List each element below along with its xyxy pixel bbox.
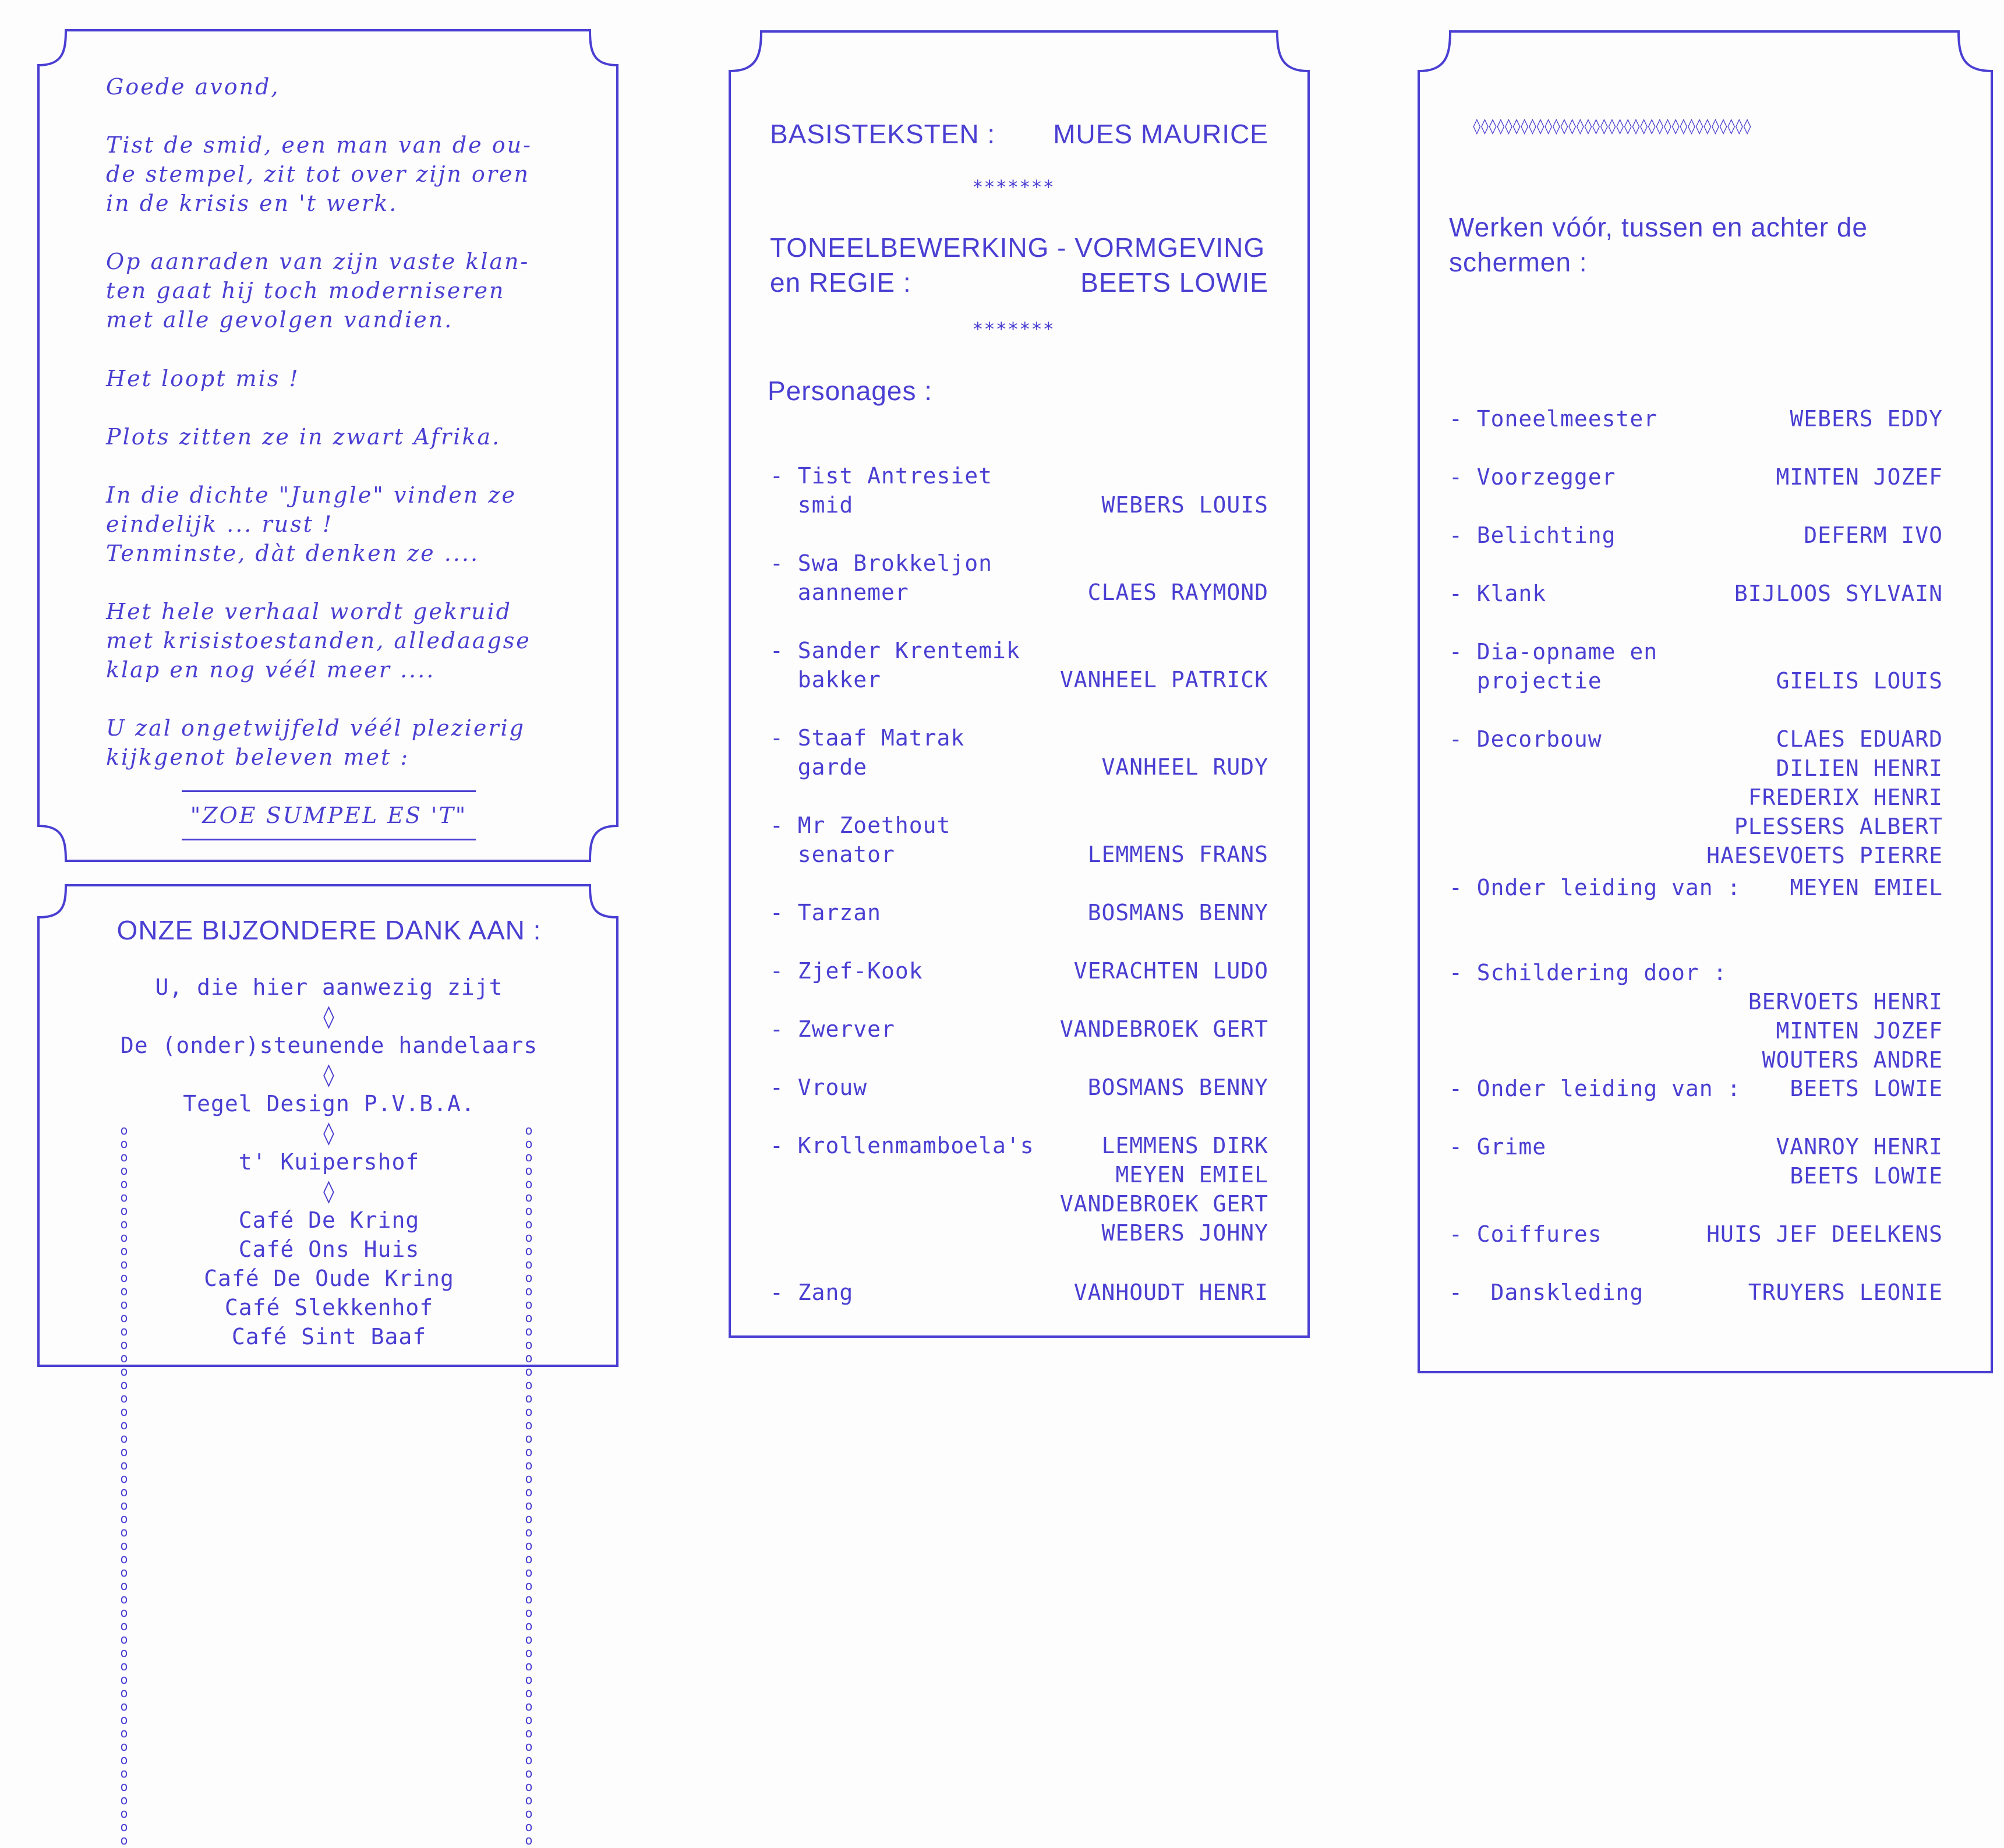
thanks-line: Café Sint Baaf — [231, 1324, 427, 1349]
cast-role: - Tarzan — [770, 900, 882, 925]
crew-name: DEFERM IVO — [1804, 522, 1943, 548]
crew-name: WEBERS EDDY — [1790, 406, 1943, 432]
cast-actor: BOSMANS BENNY — [1087, 1075, 1268, 1100]
crew-role: - Danskleding — [1449, 1280, 1644, 1305]
cast-actor: LEMMENS DIRK MEYEN EMIEL VANDEBROEK GERT WEBERS JOHNY — [1059, 1133, 1268, 1246]
dot-column-right: o o o o o o o o o o o o o o o o o o o o o o o o o o o o o o o o o o o o o o o o o o o o o o o o o o o o o o — [525, 1123, 533, 1848]
cast-actor: VANHEEL RUDY — [1101, 754, 1268, 780]
cast-role: - Zang — [770, 1280, 854, 1305]
crew-name: VANROY HENRI BEETS LOWIE — [1776, 1134, 1943, 1189]
cast-role: - Vrouw — [770, 1075, 868, 1100]
cast-actor: VANHEEL PATRICK — [1059, 667, 1268, 692]
crew-name: BERVOETS HENRI MINTEN JOZEF WOUTERS ANDRE — [1748, 989, 1943, 1073]
basis-label: BASISTEKSTEN : — [770, 119, 996, 149]
cast-actor: BOSMANS BENNY — [1087, 900, 1268, 925]
thanks-line: De (onder)steunende handelaars — [120, 1033, 538, 1058]
intro-paragraph: U zal ongetwijfeld véél plezierig kijkgenot beleven met : — [106, 715, 525, 770]
cast-role: - Tist Antresiet smid — [770, 463, 993, 518]
cast-actor: VANHOUDT HENRI — [1073, 1280, 1268, 1305]
regie-name: BEETS LOWIE — [1080, 267, 1268, 298]
cast-role: - Sander Krentemik bakker — [770, 638, 1020, 692]
personages-label: Personages : — [768, 376, 933, 406]
thanks-line: Café De Kring — [238, 1207, 420, 1233]
intro-paragraph: Het loopt mis ! — [106, 366, 300, 391]
crew-role: - Belichting — [1449, 522, 1616, 548]
crew-name: MEYEN EMIEL — [1790, 875, 1943, 900]
separator-diamond: ◊ — [322, 1178, 336, 1204]
intro-paragraph: Op aanraden van zijn vaste klan- ten gaat hij toch moderniseren met alle gevolgen vandien. — [106, 249, 530, 333]
thanks-line: U, die hier aanwezig zijt — [155, 974, 503, 1000]
crew-name: GIELIS LOUIS — [1776, 668, 1943, 694]
crew-name: CLAES EDUARD DILIEN HENRI FREDERIX HENRI PLESSERS ALBERT HAESEVOETS PIERRE — [1706, 726, 1943, 868]
crew-name: MINTEN JOZEF — [1776, 464, 1943, 490]
thanks-heading: ONZE BIJZONDERE DANK AAN : — [116, 915, 542, 945]
thanks-line: t' Kuipershof — [238, 1149, 420, 1175]
basis-name: MUES MAURICE — [1053, 119, 1268, 149]
crew-name: BIJLOOS SYLVAIN — [1734, 581, 1943, 606]
thanks-line: Café Ons Huis — [238, 1236, 420, 1262]
cast-actor: WEBERS LOUIS — [1101, 492, 1268, 518]
cast-role: - Staaf Matrak garde — [770, 725, 965, 780]
intro-paragraph: Plots zitten ze in zwart Afrika. — [106, 424, 501, 450]
intro-paragraph: Goede avond, — [106, 74, 280, 100]
crew-role: - Voorzegger — [1449, 464, 1616, 490]
separator-diamond: ◊ — [322, 1062, 336, 1087]
crew-name: BEETS LOWIE — [1790, 1076, 1943, 1101]
intro-paragraph: Tist de smid, een man van de ou- de stempel, zit tot over zijn oren in de krisis en 't werk. — [106, 132, 532, 216]
crew-role: - Decorbouw — [1449, 726, 1602, 752]
diamond-border: ◊◊◊◊◊◊◊◊◊◊◊◊◊◊◊◊◊◊◊◊◊◊◊◊◊◊◊◊◊◊◊◊◊◊◊ — [1472, 118, 1751, 135]
intro-paragraph: In die dichte "Jungle" vinden ze eindelijk ... rust ! Tenminste, dàt denken ze .... — [106, 482, 517, 566]
stars-divider: ******* — [972, 176, 1055, 198]
cast-role: - Krollenmamboela's — [770, 1133, 1034, 1158]
cast-role: - Zjef-Kook — [770, 958, 923, 984]
crew-role: - Klank — [1449, 581, 1547, 606]
crew-role: - Toneelmeester — [1449, 406, 1658, 432]
cast-role: - Mr Zoethout senator — [770, 812, 951, 867]
thanks-line: Café De Oude Kring — [204, 1266, 454, 1291]
crew-role: - Coiffures — [1449, 1221, 1602, 1247]
crew-role: - Dia-opname en projectie — [1449, 639, 1658, 694]
cast-role: - Swa Brokkeljon aannemer — [770, 550, 993, 605]
crew-heading: Werken vóór, tussen en achter de schermen : — [1449, 212, 1868, 277]
crew-name: TRUYERS LEONIE — [1748, 1280, 1943, 1305]
cast-actor: VERACHTEN LUDO — [1073, 958, 1268, 984]
cast-actor: LEMMENS FRANS — [1087, 842, 1268, 867]
dot-column-left: o o o o o o o o o o o o o o o o o o o o o o o o o o o o o o o o o o o o o o o o o o o o o o o o o o o o o o — [120, 1123, 128, 1848]
separator-diamond: ◊ — [322, 1120, 336, 1146]
crew-role: - Grime — [1449, 1134, 1547, 1160]
title-rule-bottom — [182, 839, 476, 840]
crew-role: - Onder leiding van : — [1449, 1076, 1741, 1101]
cast-actor: CLAES RAYMOND — [1087, 580, 1268, 605]
cast-role: - Zwerver — [770, 1016, 895, 1042]
stars-divider: ******* — [972, 318, 1055, 340]
toneel-label: TONEELBEWERKING - VORMGEVING — [770, 232, 1266, 263]
crew-name: HUIS JEF DEELKENS — [1706, 1221, 1943, 1247]
thanks-line: Café Slekkenhof — [224, 1295, 434, 1320]
separator-diamond: ◊ — [322, 1003, 336, 1029]
crew-role: - Onder leiding van : — [1449, 875, 1741, 900]
thanks-line: Tegel Design P.V.B.A. — [183, 1091, 475, 1116]
cast-actor: VANDEBROEK GERT — [1059, 1016, 1268, 1042]
regie-label: en REGIE : — [770, 267, 911, 298]
play-title: "ZOE SUMPEL ES 'T" — [190, 803, 468, 828]
title-rule-top — [182, 790, 476, 792]
crew-role: - Schildering door : — [1449, 960, 1727, 985]
intro-paragraph: Het hele verhaal wordt gekruid met krisistoestanden, alledaagse klap en nog véél meer .... — [106, 599, 531, 683]
